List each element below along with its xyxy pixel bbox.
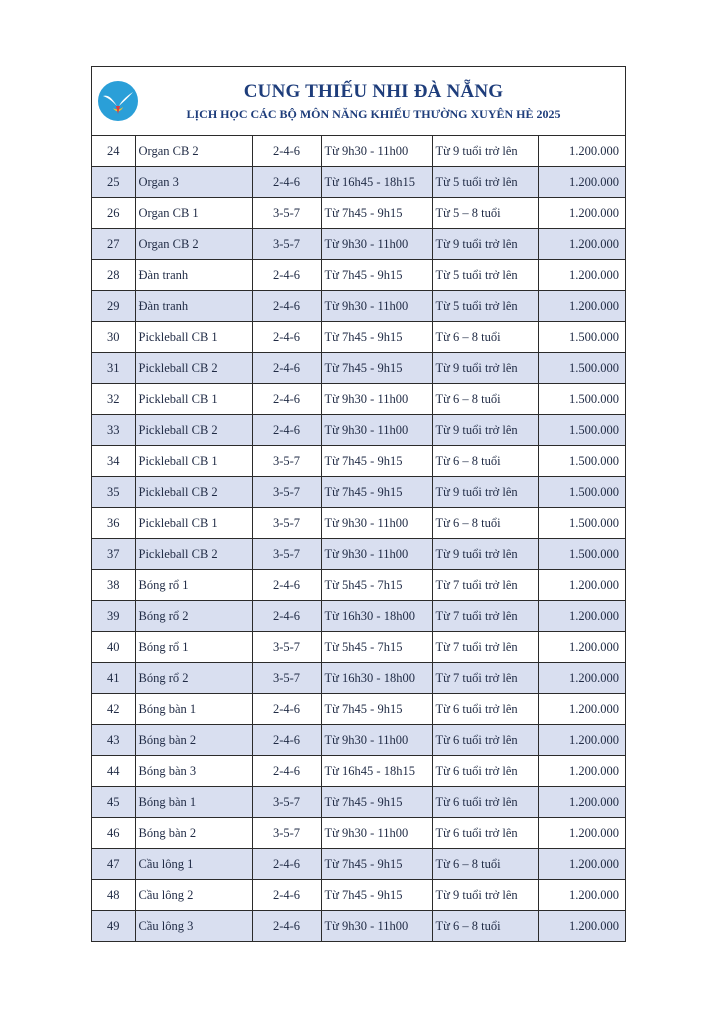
tuition-fee-cell: 1.200.000 (538, 136, 625, 167)
table-row (92, 880, 625, 911)
table-row (92, 508, 625, 539)
table-row (92, 570, 625, 601)
age-group-cell: Từ 9 tuổi trở lên (432, 880, 538, 911)
class-days-cell: 2-4-6 (252, 694, 321, 725)
tuition-fee-cell: 1.200.000 (538, 291, 625, 322)
tuition-fee-cell: 1.200.000 (538, 725, 625, 756)
age-group-cell: Từ 9 tuổi trở lên (432, 415, 538, 446)
class-name-cell: Bóng rổ 1 (135, 632, 252, 663)
row-number-cell: 43 (92, 725, 135, 756)
class-name-cell: Pickleball CB 2 (135, 477, 252, 508)
row-number-cell: 30 (92, 322, 135, 353)
age-group-cell: Từ 6 – 8 tuổi (432, 322, 538, 353)
row-number-cell: 47 (92, 849, 135, 880)
class-name-cell: Organ CB 1 (135, 198, 252, 229)
age-group-cell: Từ 6 – 8 tuổi (432, 446, 538, 477)
tuition-fee-cell: 1.200.000 (538, 880, 625, 911)
row-number-cell: 34 (92, 446, 135, 477)
age-group-cell: Từ 6 – 8 tuổi (432, 384, 538, 415)
class-time-cell: Từ 9h30 - 11h00 (321, 818, 432, 849)
class-time-cell: Từ 16h45 - 18h15 (321, 167, 432, 198)
age-group-cell: Từ 7 tuổi trở lên (432, 570, 538, 601)
class-name-cell: Pickleball CB 1 (135, 384, 252, 415)
age-group-cell: Từ 6 tuổi trở lên (432, 787, 538, 818)
tuition-fee-cell: 1.200.000 (538, 229, 625, 260)
class-days-cell: 2-4-6 (252, 880, 321, 911)
tuition-fee-cell: 1.500.000 (538, 384, 625, 415)
class-time-cell: Từ 7h45 - 9h15 (321, 322, 432, 353)
class-days-cell: 3-5-7 (252, 818, 321, 849)
page-title: CUNG THIẾU NHI ĐÀ NẴNG (243, 81, 504, 102)
class-days-cell: 3-5-7 (252, 508, 321, 539)
class-time-cell: Từ 7h45 - 9h15 (321, 260, 432, 291)
page-subtitle: LỊCH HỌC CÁC BỘ MÔN NĂNG KHIẾU THƯỜNG XUYÊN HÈ 2025 (186, 107, 561, 121)
class-days-cell: 3-5-7 (252, 198, 321, 229)
class-days-cell: 2-4-6 (252, 353, 321, 384)
row-number-cell: 44 (92, 756, 135, 787)
row-number-cell: 46 (92, 818, 135, 849)
class-days-cell: 2-4-6 (252, 384, 321, 415)
class-time-cell: Từ 9h30 - 11h00 (321, 415, 432, 446)
document-header (92, 67, 625, 136)
age-group-cell: Từ 9 tuổi trở lên (432, 477, 538, 508)
table-row (92, 384, 625, 415)
row-number-cell: 38 (92, 570, 135, 601)
class-days-cell: 2-4-6 (252, 291, 321, 322)
tuition-fee-cell: 1.200.000 (538, 818, 625, 849)
tuition-fee-cell: 1.200.000 (538, 167, 625, 198)
row-number-cell: 24 (92, 136, 135, 167)
table-row (92, 818, 625, 849)
table-row (92, 694, 625, 725)
class-time-cell: Từ 5h45 - 7h15 (321, 632, 432, 663)
class-name-cell: Pickleball CB 1 (135, 508, 252, 539)
class-name-cell: Bóng bàn 1 (135, 787, 252, 818)
age-group-cell: Từ 6 – 8 tuổi (432, 911, 538, 942)
age-group-cell: Từ 5 tuổi trở lên (432, 291, 538, 322)
class-time-cell: Từ 9h30 - 11h00 (321, 508, 432, 539)
age-group-cell: Từ 5 – 8 tuổi (432, 198, 538, 229)
age-group-cell: Từ 7 tuổi trở lên (432, 601, 538, 632)
age-group-cell: Từ 6 tuổi trở lên (432, 818, 538, 849)
table-row (92, 229, 625, 260)
tuition-fee-cell: 1.200.000 (538, 601, 625, 632)
age-group-cell: Từ 6 tuổi trở lên (432, 694, 538, 725)
class-time-cell: Từ 9h30 - 11h00 (321, 539, 432, 570)
table-row (92, 415, 625, 446)
class-name-cell: Pickleball CB 2 (135, 415, 252, 446)
class-days-cell: 2-4-6 (252, 136, 321, 167)
schedule-table (92, 136, 625, 941)
table-row (92, 136, 625, 167)
class-days-cell: 2-4-6 (252, 260, 321, 291)
tuition-fee-cell: 1.200.000 (538, 663, 625, 694)
class-days-cell: 3-5-7 (252, 446, 321, 477)
table-row (92, 539, 625, 570)
row-number-cell: 35 (92, 477, 135, 508)
class-days-cell: 3-5-7 (252, 663, 321, 694)
age-group-cell: Từ 5 tuổi trở lên (432, 167, 538, 198)
class-days-cell: 2-4-6 (252, 415, 321, 446)
class-days-cell: 2-4-6 (252, 570, 321, 601)
table-row (92, 632, 625, 663)
tuition-fee-cell: 1.500.000 (538, 477, 625, 508)
tuition-fee-cell: 1.200.000 (538, 260, 625, 291)
table-row (92, 198, 625, 229)
class-name-cell: Pickleball CB 1 (135, 322, 252, 353)
table-row (92, 756, 625, 787)
class-name-cell: Bóng bàn 2 (135, 725, 252, 756)
class-days-cell: 3-5-7 (252, 477, 321, 508)
class-name-cell: Pickleball CB 1 (135, 446, 252, 477)
class-days-cell: 2-4-6 (252, 849, 321, 880)
tuition-fee-cell: 1.200.000 (538, 694, 625, 725)
class-time-cell: Từ 16h30 - 18h00 (321, 601, 432, 632)
class-time-cell: Từ 9h30 - 11h00 (321, 136, 432, 167)
class-days-cell: 3-5-7 (252, 229, 321, 260)
class-days-cell: 3-5-7 (252, 539, 321, 570)
class-name-cell: Bóng bàn 2 (135, 818, 252, 849)
class-name-cell: Bóng bàn 3 (135, 756, 252, 787)
row-number-cell: 40 (92, 632, 135, 663)
class-time-cell: Từ 9h30 - 11h00 (321, 725, 432, 756)
class-name-cell: Bóng bàn 1 (135, 694, 252, 725)
age-group-cell: Từ 9 tuổi trở lên (432, 136, 538, 167)
table-row (92, 849, 625, 880)
row-number-cell: 26 (92, 198, 135, 229)
row-number-cell: 48 (92, 880, 135, 911)
class-name-cell: Pickleball CB 2 (135, 539, 252, 570)
row-number-cell: 36 (92, 508, 135, 539)
tuition-fee-cell: 1.200.000 (538, 198, 625, 229)
age-group-cell: Từ 5 tuổi trở lên (432, 260, 538, 291)
tuition-fee-cell: 1.500.000 (538, 539, 625, 570)
class-time-cell: Từ 16h30 - 18h00 (321, 663, 432, 694)
row-number-cell: 32 (92, 384, 135, 415)
class-time-cell: Từ 7h45 - 9h15 (321, 198, 432, 229)
class-name-cell: Organ CB 2 (135, 229, 252, 260)
class-time-cell: Từ 5h45 - 7h15 (321, 570, 432, 601)
class-time-cell: Từ 7h45 - 9h15 (321, 849, 432, 880)
tuition-fee-cell: 1.500.000 (538, 353, 625, 384)
age-group-cell: Từ 6 – 8 tuổi (432, 849, 538, 880)
class-name-cell: Cầu lông 3 (135, 911, 252, 942)
tuition-fee-cell: 1.500.000 (538, 322, 625, 353)
table-row (92, 787, 625, 818)
class-name-cell: Bóng rổ 2 (135, 601, 252, 632)
class-days-cell: 2-4-6 (252, 756, 321, 787)
tuition-fee-cell: 1.200.000 (538, 911, 625, 942)
class-time-cell: Từ 7h45 - 9h15 (321, 353, 432, 384)
class-days-cell: 2-4-6 (252, 601, 321, 632)
table-row (92, 477, 625, 508)
class-days-cell: 3-5-7 (252, 632, 321, 663)
row-number-cell: 27 (92, 229, 135, 260)
class-time-cell: Từ 9h30 - 11h00 (321, 229, 432, 260)
table-row (92, 446, 625, 477)
row-number-cell: 31 (92, 353, 135, 384)
class-name-cell: Đàn tranh (135, 260, 252, 291)
table-row (92, 291, 625, 322)
row-number-cell: 29 (92, 291, 135, 322)
class-time-cell: Từ 7h45 - 9h15 (321, 446, 432, 477)
class-name-cell: Cầu lông 1 (135, 849, 252, 880)
tuition-fee-cell: 1.200.000 (538, 849, 625, 880)
class-time-cell: Từ 7h45 - 9h15 (321, 694, 432, 725)
class-name-cell: Bóng rổ 1 (135, 570, 252, 601)
age-group-cell: Từ 7 tuổi trở lên (432, 632, 538, 663)
table-row (92, 725, 625, 756)
class-days-cell: 2-4-6 (252, 167, 321, 198)
age-group-cell: Từ 6 tuổi trở lên (432, 756, 538, 787)
class-name-cell: Cầu lông 2 (135, 880, 252, 911)
class-time-cell: Từ 7h45 - 9h15 (321, 880, 432, 911)
class-name-cell: Organ CB 2 (135, 136, 252, 167)
table-row (92, 911, 625, 942)
class-days-cell: 3-5-7 (252, 787, 321, 818)
class-time-cell: Từ 16h45 - 18h15 (321, 756, 432, 787)
tuition-fee-cell: 1.200.000 (538, 787, 625, 818)
class-days-cell: 2-4-6 (252, 911, 321, 942)
age-group-cell: Từ 9 tuổi trở lên (432, 353, 538, 384)
table-row (92, 260, 625, 291)
class-time-cell: Từ 9h30 - 11h00 (321, 911, 432, 942)
class-days-cell: 2-4-6 (252, 725, 321, 756)
tuition-fee-cell: 1.500.000 (538, 446, 625, 477)
tuition-fee-cell: 1.200.000 (538, 570, 625, 601)
age-group-cell: Từ 6 tuổi trở lên (432, 725, 538, 756)
class-time-cell: Từ 9h30 - 11h00 (321, 384, 432, 415)
row-number-cell: 28 (92, 260, 135, 291)
table-row (92, 322, 625, 353)
row-number-cell: 41 (92, 663, 135, 694)
class-days-cell: 2-4-6 (252, 322, 321, 353)
table-row (92, 353, 625, 384)
tuition-fee-cell: 1.500.000 (538, 415, 625, 446)
age-group-cell: Từ 7 tuổi trở lên (432, 663, 538, 694)
class-name-cell: Đàn tranh (135, 291, 252, 322)
row-number-cell: 25 (92, 167, 135, 198)
class-name-cell: Bóng rổ 2 (135, 663, 252, 694)
table-row (92, 663, 625, 694)
tuition-fee-cell: 1.200.000 (538, 756, 625, 787)
age-group-cell: Từ 9 tuổi trở lên (432, 539, 538, 570)
class-name-cell: Pickleball CB 2 (135, 353, 252, 384)
class-name-cell: Organ 3 (135, 167, 252, 198)
row-number-cell: 49 (92, 911, 135, 942)
schedule-document (91, 66, 626, 942)
row-number-cell: 45 (92, 787, 135, 818)
table-row (92, 601, 625, 632)
row-number-cell: 37 (92, 539, 135, 570)
row-number-cell: 42 (92, 694, 135, 725)
age-group-cell: Từ 9 tuổi trở lên (432, 229, 538, 260)
class-time-cell: Từ 7h45 - 9h15 (321, 787, 432, 818)
tuition-fee-cell: 1.200.000 (538, 632, 625, 663)
tuition-fee-cell: 1.500.000 (538, 508, 625, 539)
row-number-cell: 39 (92, 601, 135, 632)
row-number-cell: 33 (92, 415, 135, 446)
table-row (92, 167, 625, 198)
age-group-cell: Từ 6 – 8 tuổi (432, 508, 538, 539)
class-time-cell: Từ 9h30 - 11h00 (321, 291, 432, 322)
class-time-cell: Từ 7h45 - 9h15 (321, 477, 432, 508)
